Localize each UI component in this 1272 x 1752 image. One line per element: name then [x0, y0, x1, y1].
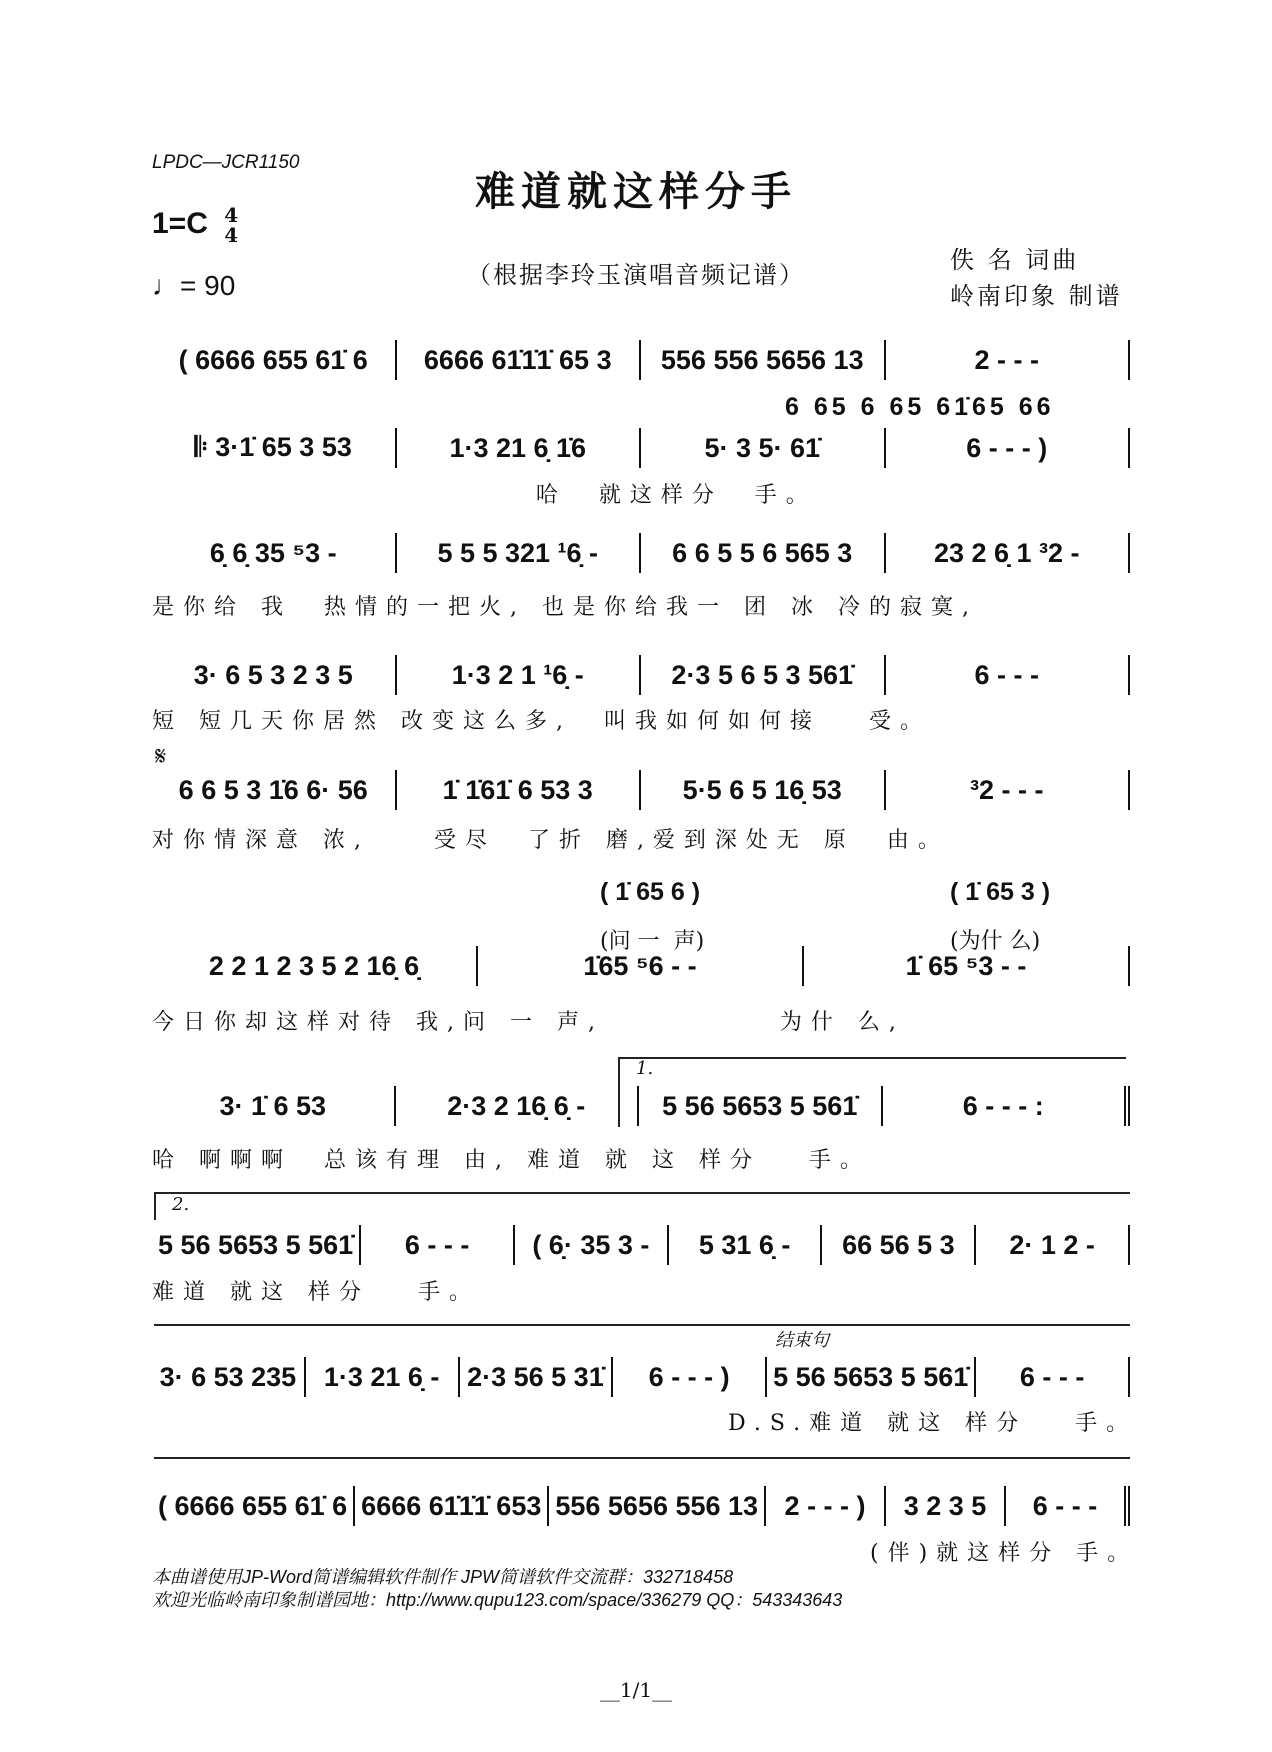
upper-voice: 6 65 6 65 61̇65 66 — [785, 393, 1055, 421]
measure: ( 6666 655 61̇ 6 — [152, 1486, 355, 1526]
measure: 2 - - - — [886, 340, 1131, 380]
measure: 1·3 2 1 ¹6̣ - — [397, 655, 642, 695]
measure: 1̇ 1̇61̇ 6 53 3 — [397, 770, 642, 810]
page-title: 难道就这样分手 — [475, 168, 797, 215]
measure: 6 - - - — [976, 1357, 1130, 1397]
measure: 2·3 56 5 31̇ — [460, 1357, 614, 1397]
coda-label: 结束句 — [775, 1330, 829, 1351]
lyrics-line: D.S.难道 就这 样分 手。 — [728, 1411, 1138, 1436]
volta-label-2: 2. — [172, 1194, 190, 1215]
measure: 6̣ 6̣ 35 ⁵3 - — [152, 533, 397, 573]
measure: 5 31 6̣ - — [669, 1225, 823, 1265]
measure: ( 6̣· 35 3 - — [515, 1225, 669, 1265]
score-row — [152, 533, 1130, 573]
page-number: __1/1__ — [599, 1678, 673, 1702]
measure: 5 56 5653 5 561̇ — [152, 1225, 361, 1265]
lyrics-line: 难道 就这 样分 手。 — [152, 1280, 480, 1305]
score-row — [152, 1486, 1130, 1526]
measure: 1·3 21 6̣ - — [306, 1357, 460, 1397]
measure: 6 - - - — [361, 1225, 515, 1265]
score-row — [152, 340, 1130, 380]
measure: 5· 3 5· 61̇ — [641, 428, 886, 468]
volta-bracket-1 — [618, 1057, 1126, 1059]
score-code: LPDC—JCR1150 — [152, 152, 300, 173]
measure: 5·5 6 5 16̣ 53 — [641, 770, 886, 810]
score-row — [152, 1357, 1130, 1397]
volta-label-1: 1. — [636, 1058, 654, 1079]
time-bottom: 4 — [224, 223, 239, 247]
system-divider — [154, 1324, 1130, 1326]
measure: 2 2 1 2 3 5 2 16̣ 6̣ — [152, 946, 478, 986]
measure: 1̇65 ⁵6 - - — [478, 946, 804, 986]
volta-bracket-2 — [154, 1192, 1130, 1194]
segno-sign: 𝄋 — [155, 742, 167, 772]
measure: 6 - - - — [886, 655, 1131, 695]
arranger: 岭南印象 制谱 — [950, 282, 1123, 310]
alt-notes-1: ( 1̇ 65 6 ) — [600, 878, 701, 906]
measure: 6 - - - : — [883, 1086, 1131, 1126]
lyrics-line: (伴)就这样分 手。 — [870, 1541, 1139, 1566]
measure: 6 - - - ) — [886, 428, 1131, 468]
lyrics-line: 哈 就这样分 手。 — [152, 483, 817, 508]
score-row — [152, 770, 1130, 810]
score-row — [152, 428, 1130, 468]
measure: 66 56 5 3 — [822, 1225, 976, 1265]
lyricist-composer: 佚 名 词曲 — [950, 246, 1080, 274]
measure: 2· 1 2 - — [976, 1225, 1130, 1265]
volta-bracket-1-left — [618, 1057, 620, 1127]
time-top: 4 — [224, 203, 239, 227]
measure: ( 6666 655 61̇ 6 — [152, 340, 397, 380]
measure: 3 2 3 5 — [886, 1486, 1006, 1526]
measure: 5 5 5 321 ¹6̣ - — [397, 533, 642, 573]
measure: 3· 6 53 235 — [152, 1357, 306, 1397]
measure: 3· 6 5 3 2 3 5 — [152, 655, 397, 695]
footer-software-note: 本曲谱使用JP-Word简谱编辑软件制作 JPW简谱软件交流群：332718458 — [152, 1567, 734, 1587]
lyrics-line: 哈 啊啊啊 总该有理 由, 难道 就 这 样分 手。 — [152, 1148, 871, 1173]
measure: 2·3 5 6 5 3 561̇ — [641, 655, 886, 695]
system-divider-2 — [154, 1457, 1130, 1459]
lyrics-line: 对你情深意 浓, 受尽 了折 磨,爱到深处无 原 由。 — [152, 828, 949, 853]
measure: 23 2 6̣ 1 ³2 - — [886, 533, 1131, 573]
score-row — [152, 655, 1130, 695]
measure: 6 6 5 3 1̇6 6· 56 — [152, 770, 397, 810]
measure: 6666 61̇1̇1̇ 65 3 — [397, 340, 642, 380]
measure: 6 6 5 5 6 565 3 — [641, 533, 886, 573]
time-signature — [224, 205, 238, 245]
measure: 6 - - - — [1006, 1486, 1130, 1526]
alt-notes-2: ( 1̇ 65 3 ) — [950, 878, 1051, 906]
score-row — [152, 1086, 1130, 1126]
subtitle: （根据李玲玉演唱音频记谱） — [467, 261, 805, 289]
alt-lyrics-2: (为什 么) — [950, 929, 1041, 954]
lyrics-line: 短 短几天你居然 改变这么多, 叫我如何如何接 受。 — [152, 709, 931, 734]
volta-bracket-2-left — [154, 1192, 156, 1220]
measure: 556 556 5656 13 — [641, 340, 886, 380]
lyrics-line: 是你给 我 热情的一把火, 也是你给我一 团 冰 冷的寂寞, — [152, 595, 978, 620]
measure: 6666 61̇1̇1̇ 653 — [355, 1486, 549, 1526]
measure: 3· 1̇ 6 53 — [152, 1086, 396, 1126]
footer-website-note: 欢迎光临岭南印象制谱园地：http://www.qupu123.com/space/336279 QQ：543343643 — [152, 1590, 843, 1610]
key-signature — [152, 205, 238, 245]
measure: 𝄆 3·1̇ 65 3 53 — [152, 428, 397, 468]
measure: 1̇ 65 ⁵3 - - — [804, 946, 1130, 986]
lyrics-line: 今日你却这样对待 我,问 一 声, 为什 么, — [152, 1010, 905, 1035]
measure: 2·3 2 16̣ 6̣ - — [396, 1086, 640, 1126]
key-label: 1=C — [152, 206, 208, 240]
measure: 6 - - - ) — [613, 1357, 767, 1397]
measure: 2 - - - ) — [766, 1486, 886, 1526]
tempo-marking: ♩= 90 — [152, 270, 236, 301]
measure: 1·3 21 6̣ 1̇6 — [397, 428, 642, 468]
measure: 556 5656 556 13 — [549, 1486, 766, 1526]
score-row — [152, 1225, 1130, 1265]
measure: 5 56 5653 5 561̇ — [639, 1086, 883, 1126]
measure: 5 56 5653 5 561̇ — [767, 1357, 976, 1397]
alt-lyrics-1: (问 一 声) — [600, 929, 705, 954]
measure: ³2 - - - — [886, 770, 1131, 810]
